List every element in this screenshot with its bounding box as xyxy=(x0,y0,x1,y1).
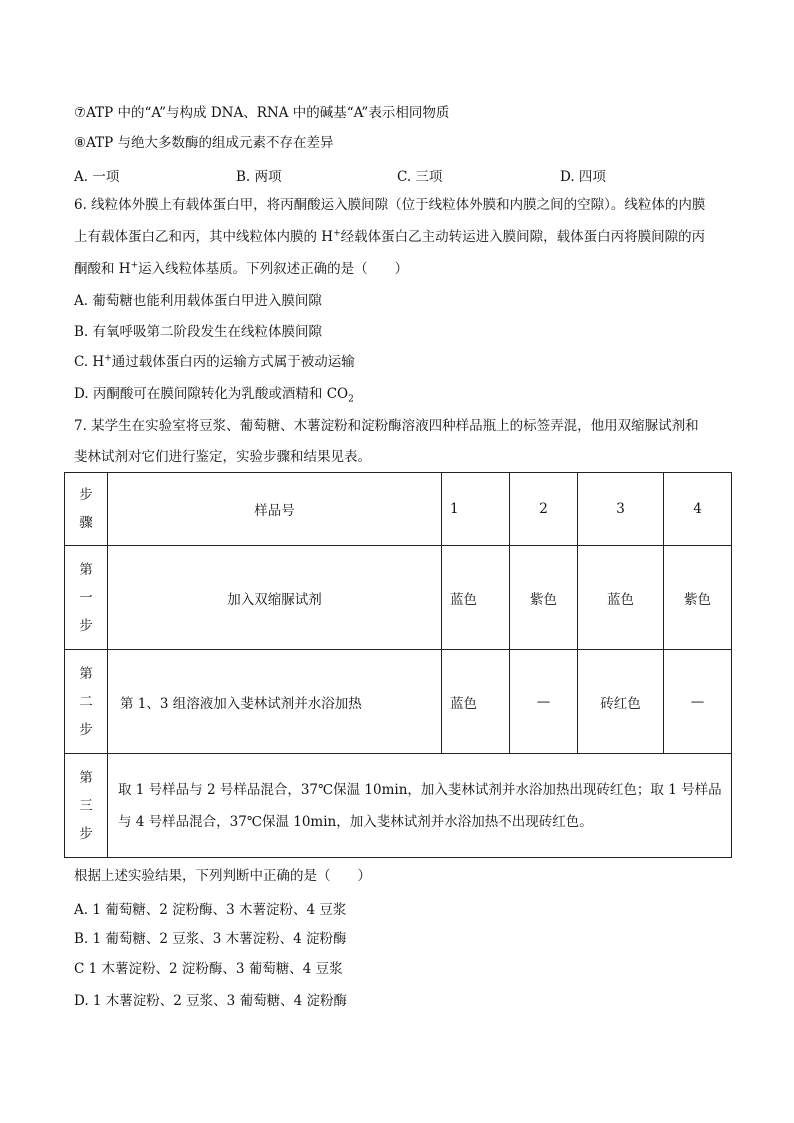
statement-8: ⑧ATP 与绝大多数酶的组成元素不存在差异 xyxy=(74,135,334,151)
step2-desc: 第 1、3 组溶液加入斐林试剂并水浴加热 xyxy=(108,650,442,754)
header-sample-1: 1 xyxy=(442,473,510,546)
q6-stem-line2: 上有载体蛋白乙和丙，其中线粒体内膜的 H+经载体蛋白乙主动转运进入膜间隙，载体蛋白丙将膜间隙的丙 xyxy=(74,228,706,245)
q5-option-a[interactable]: A. 一项 xyxy=(74,169,120,185)
q7-option-a[interactable]: A. 1 葡萄糖、2 淀粉酶、3 木薯淀粉、4 豆浆 xyxy=(74,902,347,918)
header-sample-4: 4 xyxy=(664,473,732,546)
q7-stem-line2: 斐林试剂对它们进行鉴定，实验步骤和结果见表。 xyxy=(74,449,371,465)
header-sample-2: 2 xyxy=(510,473,578,546)
q5-option-c[interactable]: C. 三项 xyxy=(397,169,443,185)
step2-result-2: — xyxy=(510,650,578,754)
step2-result-4: — xyxy=(664,650,732,754)
step1-cell: 第 一 步 xyxy=(65,546,108,650)
step1-result-4: 紫色 xyxy=(664,546,732,650)
step3-desc: 取 1 号样品与 2 号样品混合，37℃保温 10min，加入斐林试剂并水浴加热出现砖红色；取 1 号样品 与 4 号样品混合，37℃保温 10min，加入斐林试剂并水浴加热不出现砖红色。 xyxy=(108,754,732,858)
step1-result-2: 紫色 xyxy=(510,546,578,650)
step1-result-1: 蓝色 xyxy=(442,546,510,650)
q5-option-b[interactable]: B. 两项 xyxy=(236,169,282,185)
step2-result-3: 砖红色 xyxy=(578,650,664,754)
q6-option-b[interactable]: B. 有氧呼吸第二阶段发生在线粒体膜间隙 xyxy=(74,324,323,340)
step2-result-1: 蓝色 xyxy=(442,650,510,754)
q7-question: 根据上述实验结果，下列判断中正确的是（ ） xyxy=(74,868,371,884)
statement-7: ⑦ATP 中的“A”与构成 DNA、RNA 中的碱基“A”表示相同物质 xyxy=(74,105,450,121)
table-row-step3 xyxy=(65,754,732,858)
step3-cell: 第 三 步 xyxy=(65,754,108,858)
q7-option-d[interactable]: D. 1 木薯淀粉、2 豆浆、3 葡萄糖、4 淀粉酶 xyxy=(74,993,347,1009)
experiment-table xyxy=(64,472,732,858)
q6-stem-line1: 6. 线粒体外膜上有载体蛋白甲，将丙酮酸运入膜间隙（位于线粒体外膜和内膜之间的空隙）。线粒体的内膜 xyxy=(74,197,706,213)
step1-result-3: 蓝色 xyxy=(578,546,664,650)
q5-option-d[interactable]: D. 四项 xyxy=(560,169,606,185)
q7-option-b[interactable]: B. 1 葡萄糖、2 豆浆、3 木薯淀粉、4 淀粉酶 xyxy=(74,931,347,947)
table-header-row xyxy=(65,473,732,546)
header-sample-3: 3 xyxy=(578,473,664,546)
header-step-cell: 步 骤 xyxy=(65,473,108,546)
header-sample-label: 样品号 xyxy=(108,473,442,546)
q6-option-a[interactable]: A. 葡萄糖也能利用载体蛋白甲进入膜间隙 xyxy=(74,293,322,309)
step2-cell: 第 二 步 xyxy=(65,650,108,754)
q6-option-c[interactable]: C. H+通过载体蛋白丙的运输方式属于被动运输 xyxy=(74,353,355,370)
table-row-step2 xyxy=(65,650,732,754)
q6-stem-line3: 酮酸和 H+运入线粒体基质。下列叙述正确的是（ ） xyxy=(74,260,409,277)
q5-options xyxy=(74,165,714,183)
q6-option-d[interactable]: D. 丙酮酸可在膜间隙转化为乳酸或酒精和 $CO_2$ xyxy=(74,386,354,405)
table-row-step1 xyxy=(65,546,732,650)
step1-desc: 加入双缩脲试剂 xyxy=(108,546,442,650)
q7-stem-line1: 7. 某学生在实验室将豆浆、葡萄糖、木薯淀粉和淀粉酶溶液四种样品瓶上的标签弄混，他用双缩脲试剂和 xyxy=(74,418,699,434)
q7-option-c[interactable]: C 1 木薯淀粉、2 淀粉酶、3 葡萄糖、4 豆浆 xyxy=(74,961,343,977)
